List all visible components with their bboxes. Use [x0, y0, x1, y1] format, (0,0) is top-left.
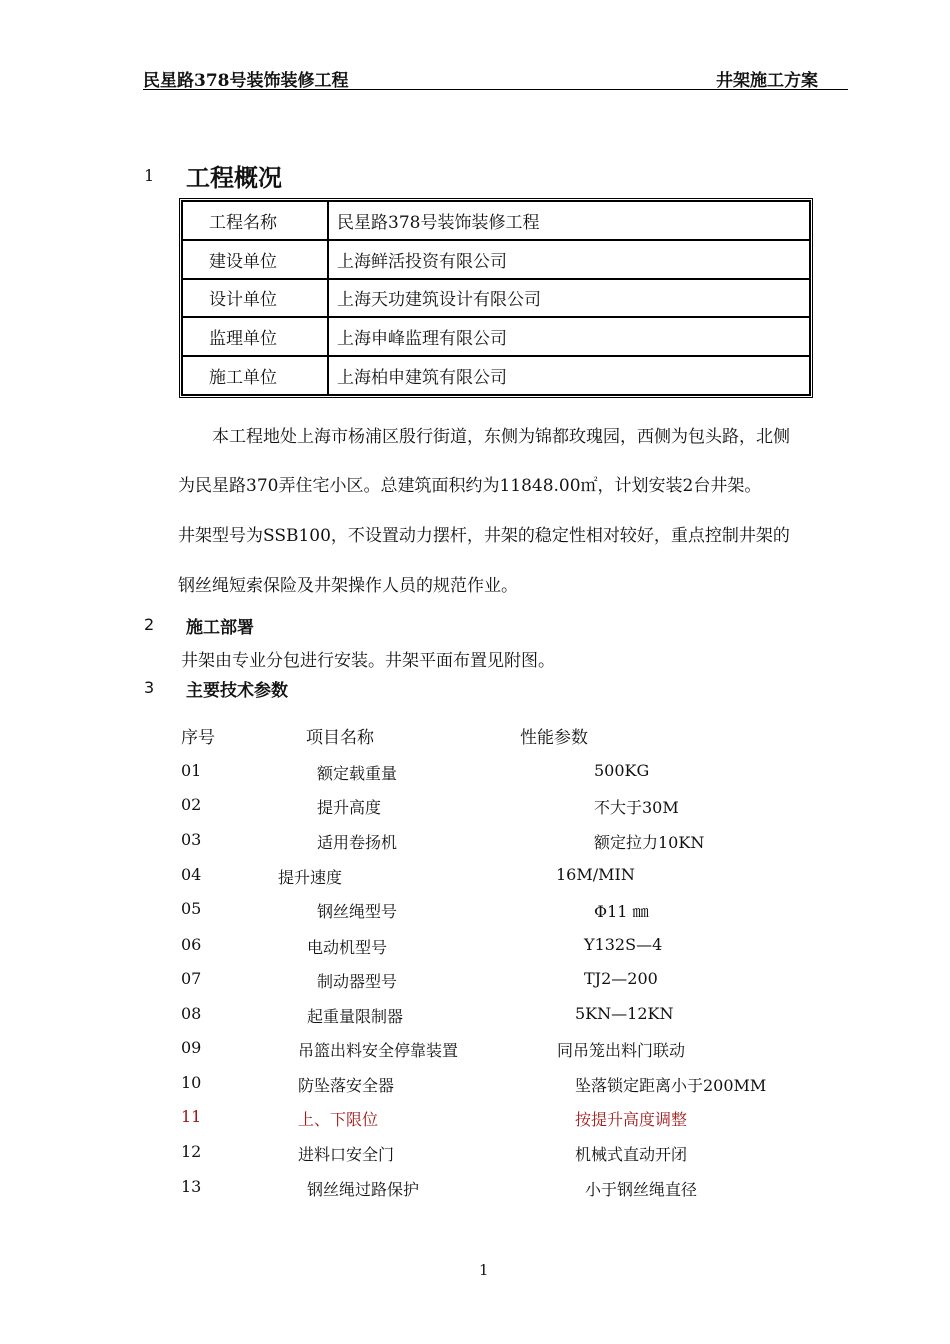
- header-right: 井架施工方案: [716, 71, 818, 91]
- param-value: Y132S—4: [584, 935, 663, 954]
- section1-number: 1: [144, 166, 155, 185]
- param-no: 01: [181, 761, 202, 780]
- param-name: 吊篮出料安全停靠装置: [298, 1041, 459, 1060]
- param-value: 不大于30M: [594, 798, 679, 817]
- section1-title: 工程概况: [186, 164, 282, 192]
- param-name: 提升速度: [278, 868, 343, 887]
- params-header-no: 序号: [181, 728, 215, 748]
- param-name: 提升高度: [317, 798, 382, 817]
- params-header-value: 性能参数: [520, 728, 588, 748]
- params-header-name: 项目名称: [306, 728, 374, 748]
- param-value: 小于钢丝绳直径: [585, 1180, 698, 1199]
- header-left: 民星路378号装饰装修工程: [143, 71, 349, 91]
- table-value: 上海天功建筑设计有限公司: [328, 279, 810, 318]
- table-row: [182, 356, 810, 395]
- param-name: 额定载重量: [317, 764, 398, 783]
- param-value: 500KG: [594, 761, 650, 780]
- param-name: 上、下限位: [298, 1110, 379, 1129]
- param-name: 适用卷扬机: [317, 833, 398, 852]
- param-no: 07: [181, 969, 202, 988]
- overview-line-4: 钢丝绳短索保险及井架操作人员的规范作业。: [178, 576, 518, 596]
- param-no: 13: [181, 1177, 202, 1196]
- param-no: 04: [181, 865, 202, 884]
- param-value: 按提升高度调整: [575, 1110, 688, 1129]
- param-no: 03: [181, 830, 202, 849]
- table-value: 上海鲜活投资有限公司: [328, 240, 810, 279]
- param-value: 5KN—12KN: [575, 1004, 674, 1023]
- overview-line-2: 为民星路370弄住宅小区。总建筑面积约为11848.00㎡，计划安装2台井架。: [178, 476, 762, 496]
- table-label: 设计单位: [182, 279, 328, 318]
- table-row: [182, 201, 810, 240]
- param-value: 16M/MIN: [556, 865, 635, 884]
- header-rule: [143, 89, 848, 90]
- table-label: 施工单位: [182, 356, 328, 395]
- section2-text: 井架由专业分包进行安装。井架平面布置见附图。: [181, 651, 555, 671]
- param-no: 05: [181, 899, 202, 918]
- table-value: 上海柏申建筑有限公司: [328, 356, 810, 395]
- section3-title: 主要技术参数: [186, 681, 288, 701]
- param-name: 进料口安全门: [298, 1145, 395, 1164]
- param-value: 同吊笼出料门联动: [557, 1041, 686, 1060]
- section2-title: 施工部署: [186, 618, 254, 638]
- param-name: 防坠落安全器: [298, 1076, 395, 1095]
- param-name: 制动器型号: [317, 972, 398, 991]
- param-name: 起重量限制器: [307, 1007, 404, 1026]
- section2-number: 2: [144, 615, 155, 634]
- param-no: 11: [181, 1107, 202, 1126]
- overview-line-1: 本工程地处上海市杨浦区殷行街道，东侧为锦都玫瑰园，西侧为包头路，北侧: [212, 427, 790, 447]
- param-no: 06: [181, 935, 202, 954]
- param-no: 02: [181, 795, 202, 814]
- param-no: 09: [181, 1038, 202, 1057]
- table-label: 建设单位: [182, 240, 328, 279]
- page-number: 1: [479, 1261, 489, 1279]
- param-name: 钢丝绳过路保护: [307, 1180, 420, 1199]
- param-value: Φ11 ㎜: [594, 902, 649, 921]
- table-value: 上海申峰监理有限公司: [328, 317, 810, 356]
- param-no: 08: [181, 1004, 202, 1023]
- overview-line-3: 井架型号为SSB100，不设置动力摆杆，井架的稳定性相对较好，重点控制井架的: [178, 526, 790, 546]
- table-row: [182, 240, 810, 279]
- table-label: 监理单位: [182, 317, 328, 356]
- param-name: 钢丝绳型号: [317, 902, 398, 921]
- param-value: 机械式直动开闭: [575, 1145, 688, 1164]
- param-value: 额定拉力10KN: [594, 833, 705, 852]
- table-row: [182, 279, 810, 318]
- table-value: 民星路378号装饰装修工程: [328, 201, 810, 240]
- param-value: 坠落锁定距离小于200MM: [575, 1076, 767, 1095]
- param-name: 电动机型号: [307, 938, 388, 957]
- param-no: 12: [181, 1142, 202, 1161]
- section3-number: 3: [144, 678, 155, 697]
- project-info-table: [179, 198, 813, 398]
- table-label: 工程名称: [182, 201, 328, 240]
- param-value: TJ2—200: [584, 969, 658, 988]
- table-row: [182, 317, 810, 356]
- param-no: 10: [181, 1073, 202, 1092]
